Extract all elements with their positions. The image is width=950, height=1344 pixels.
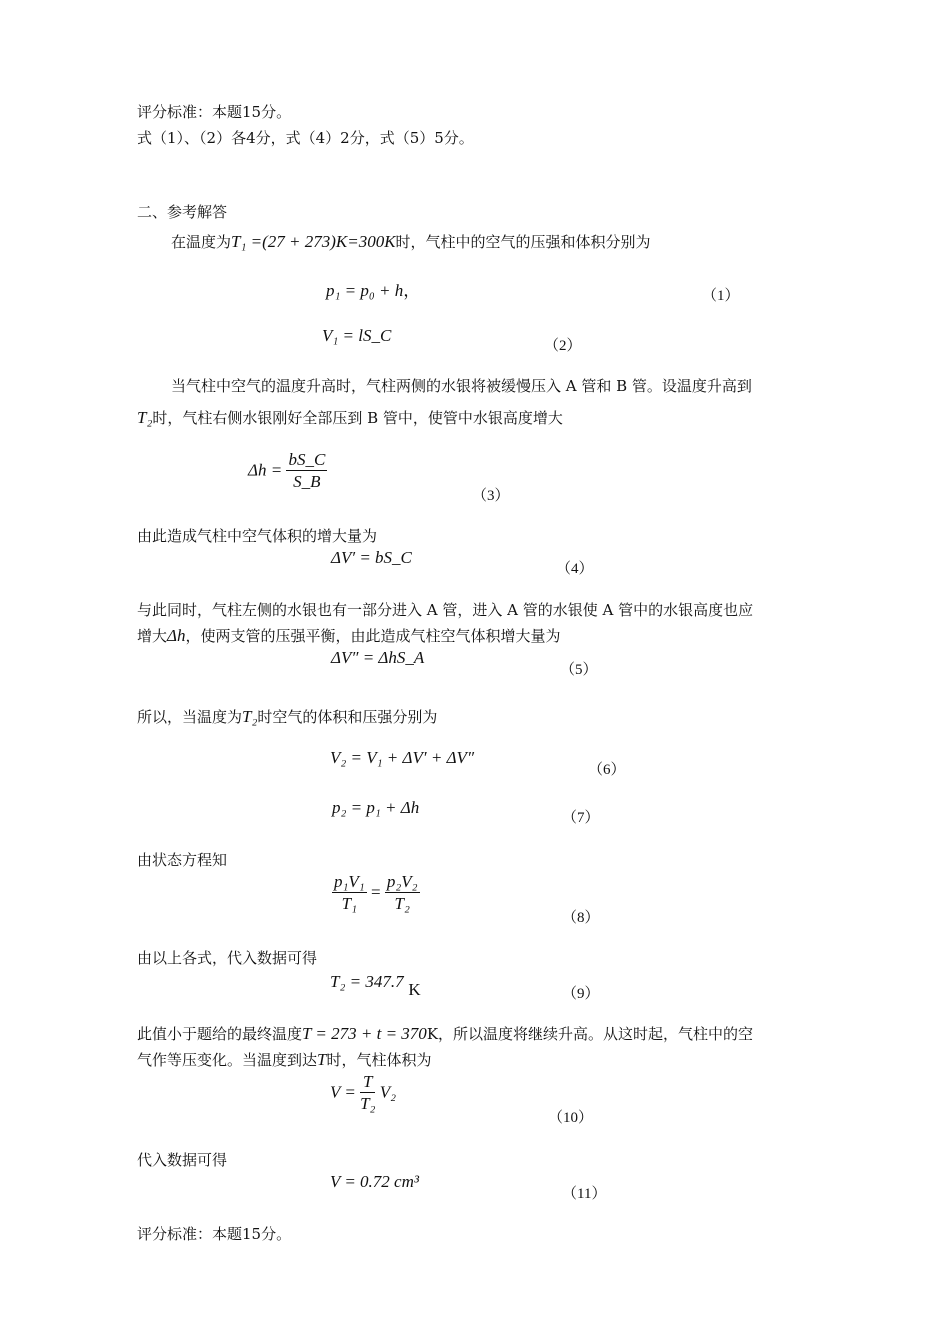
paragraph-1 — [171, 232, 651, 252]
eq10-lhs: V = — [330, 1082, 356, 1102]
p8-prefix: 此值小于题给的最终温度 — [137, 1025, 303, 1043]
section-title: 二、参考解答 — [137, 203, 228, 221]
footer-grading: 评分标准：本题15分。 — [137, 1225, 292, 1243]
eq10-fraction — [360, 1072, 375, 1115]
p8-line2-prefix: 气作等压变化。当温度到达 — [137, 1051, 318, 1069]
eq8-equals: = — [370, 882, 381, 902]
equation-10 — [330, 1072, 396, 1115]
eq1-comma: ， — [403, 281, 421, 300]
eq1-text: p₁ = p₀ + h — [326, 281, 404, 300]
eq8-numerator-left: p₁V₁ — [334, 872, 365, 891]
eq8-denominator-left: T₁ — [341, 894, 358, 913]
p8-math: T = 273 + t = 370 — [302, 1024, 427, 1043]
eq-number-4: （4） — [556, 561, 594, 577]
equation-2: V₁ = lS_C — [322, 326, 392, 345]
p8-line2-math: T — [317, 1050, 327, 1069]
equation-8 — [332, 872, 420, 915]
p1-prefix: 在温度为 — [171, 233, 232, 251]
paragraph-4-line-1: 与此同时，气柱左侧的水银也有一部分进入 A 管，进入 A 管的水银使 A 管中的水银高度也应 — [137, 601, 754, 619]
eq-number-1: （1） — [702, 288, 740, 304]
p5-prefix: 所以，当温度为 — [137, 708, 243, 726]
paragraph-2-line-1: 当气柱中空气的温度升高时，气柱两侧的水银将被缓慢压入 A 管和 B 管。设温度升高到 — [171, 377, 752, 395]
p5-math: T₂ — [242, 707, 258, 726]
paragraph-6: 由状态方程知 — [137, 851, 228, 869]
eq-number-10: （10） — [548, 1110, 594, 1126]
p2-line2-text: 时，气柱右侧水银刚好全部压到 B 管中，使管中水银高度增大 — [152, 409, 563, 427]
eq-number-8: （8） — [562, 910, 600, 926]
eq3-fraction — [286, 450, 327, 493]
eq-number-5: （5） — [560, 662, 598, 678]
p4-math: Δh — [167, 626, 186, 645]
eq10-rhs: V₂ — [379, 1082, 396, 1102]
eq8-denominator-right: T₂ — [394, 894, 410, 913]
eq-number-9: （9） — [562, 986, 600, 1002]
equation-5: ΔV″ = ΔhS_A — [331, 648, 425, 667]
eq-number-2: （2） — [544, 338, 582, 354]
eq3-denominator: S_B — [293, 472, 321, 491]
paragraph-8-line-2 — [137, 1050, 432, 1070]
equation-4: ΔV′ = bS_C — [331, 548, 412, 567]
eq3-lhs: Δh = — [248, 460, 283, 480]
p1-suffix: 时，气柱中的空气的压强和体积分别为 — [395, 233, 651, 251]
p4-prefix: 增大 — [137, 627, 168, 645]
p8-line2-suffix: 时，气柱体积为 — [326, 1051, 432, 1069]
paragraph-9: 代入数据可得 — [137, 1151, 228, 1169]
p5-suffix: 时空气的体积和压强分别为 — [257, 708, 438, 726]
eq10-denominator: T₂ — [360, 1094, 376, 1113]
equation-6: V₂ = V₁ + ΔV′ + ΔV″ — [330, 748, 475, 767]
eq10-numerator: T — [360, 1072, 375, 1093]
eq-number-11: （11） — [562, 1186, 607, 1202]
paragraph-7: 由以上各式，代入数据可得 — [137, 949, 318, 967]
grading-title: 评分标准：本题15分。 — [137, 103, 292, 121]
eq9-text: T₂ = 347.7 — [330, 972, 404, 991]
p8-suffix: K，所以温度将继续升高。从这时起，气柱中的空 — [426, 1025, 754, 1043]
paragraph-5 — [137, 707, 437, 727]
eq-number-6: （6） — [588, 762, 626, 778]
equation-1 — [326, 276, 420, 301]
paragraph-4-line-2 — [137, 626, 561, 646]
equation-7: p₂ = p₁ + Δh — [332, 798, 420, 817]
paragraph-8-line-1 — [137, 1024, 753, 1044]
eq-number-7: （7） — [562, 810, 600, 826]
eq8-fraction-right — [385, 872, 420, 915]
equation-9 — [330, 972, 421, 999]
eq-number-3: （3） — [472, 488, 510, 504]
eq3-numerator: bS_C — [288, 450, 326, 469]
grading-detail: 式（1）、（2）各4分，式（4）2分，式（5）5分。 — [137, 129, 474, 147]
paragraph-2-line-2 — [137, 408, 563, 428]
equation-3 — [248, 450, 327, 493]
p4-text: ，使两支管的压强平衡，由此造成气柱空气体积增大量为 — [185, 627, 561, 645]
p1-math: T₁ =(27 + 273)K=300K — [231, 232, 396, 251]
equation-11: V = 0.72 cm³ — [330, 1172, 419, 1191]
eq8-numerator-right: p₂V₂ — [386, 872, 418, 891]
paragraph-3: 由此造成气柱中空气体积的增大量为 — [137, 527, 378, 545]
eq9-unit: K — [408, 980, 421, 999]
eq8-fraction-left — [332, 872, 367, 915]
p2-T2: T₂ — [137, 408, 153, 427]
